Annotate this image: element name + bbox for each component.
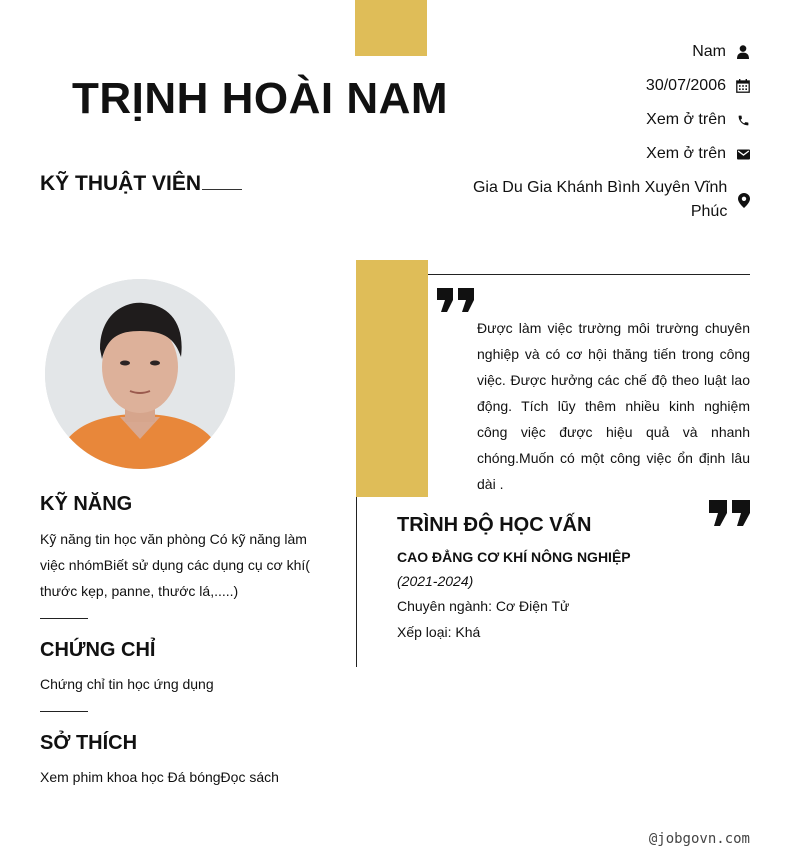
skills-heading: KỸ NĂNG [40, 493, 133, 515]
certificates-divider [40, 711, 88, 712]
profile-photo [45, 279, 235, 469]
contact-email [430, 142, 750, 166]
calendar-icon [736, 79, 750, 93]
certificates-text: Chứng chỉ tin học ứng dụng [40, 676, 214, 692]
contact-address-text: Gia Du Gia Khánh Bình Xuyên Vĩnh Phúc [472, 179, 728, 220]
job-title [40, 172, 242, 196]
contact-birthday [430, 74, 750, 98]
hobbies-heading: SỞ THÍCH [40, 732, 138, 754]
person-icon [736, 45, 750, 59]
mail-icon [736, 147, 750, 161]
education-heading: TRÌNH ĐỘ HỌC VẤN [397, 514, 592, 536]
career-objective-text: Được làm việc trường môi trường chuyên nghiệp và có cơ hội thăng tiến trong công việc. Được hưởng các chế độ theo luật lao động. Tích lũy thêm nhiều kinh nghiệm công việc được hiệu quả và nhanh chóng.Muốn có một công việc ổn định lâu dài . [477, 320, 750, 492]
full-name: TRỊNH HOÀI NAM [72, 74, 449, 123]
education-rank: Xếp loại: Khá [397, 624, 481, 640]
middle-accent-block [356, 260, 428, 497]
education-major: Chuyên ngành: Cơ Điện Tử [397, 598, 570, 614]
close-quote-icon [709, 500, 750, 533]
quote-top-rule [428, 274, 750, 275]
certificates-heading: CHỨNG CHỈ [40, 639, 156, 661]
skills-text: Kỹ năng tin học văn phòng Có kỹ năng làm việc nhómBiết sử dụng các dụng cụ cơ khí( thước kẹp, panne, thước lá,.....) [40, 531, 310, 599]
contact-gender [430, 40, 750, 64]
open-quote-icon [437, 288, 475, 319]
job-title-underline [202, 188, 242, 190]
top-accent-block [355, 0, 427, 56]
column-divider [356, 497, 357, 667]
contact-phone-text: Xem ở trên [646, 111, 726, 128]
contact-phone [430, 108, 750, 132]
hobbies-text: Xem phim khoa học Đá bóngĐọc sách [40, 769, 279, 785]
contact-gender-text: Nam [692, 43, 726, 60]
phone-icon [736, 113, 750, 127]
skills-divider [40, 618, 88, 619]
contact-email-text: Xem ở trên [646, 145, 726, 162]
contact-birthday-text: 30/07/2006 [645, 77, 726, 94]
education-school: CAO ĐẲNG CƠ KHÍ NÔNG NGHIỆP [397, 549, 631, 565]
footer-brand: @jobgovn.com [648, 831, 750, 847]
education-period: (2021-2024) [397, 573, 474, 589]
job-title-text: KỸ THUẬT VIÊN [40, 172, 202, 195]
contact-address [460, 176, 750, 224]
location-pin-icon [737, 193, 750, 207]
